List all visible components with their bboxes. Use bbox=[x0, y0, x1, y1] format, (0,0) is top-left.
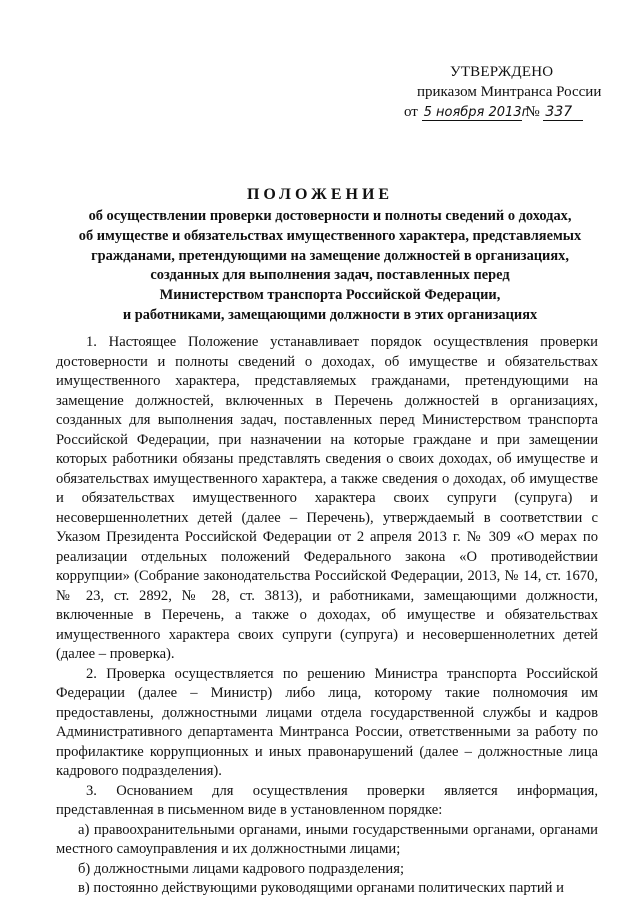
handwritten-number: 337 bbox=[543, 105, 583, 121]
subitem-b: б) должностными лицами кадрового подразделения; bbox=[78, 860, 404, 877]
subtitle-line: созданных для выполнения задач, поставленных перед bbox=[150, 267, 510, 284]
approval-date-line bbox=[392, 102, 622, 122]
document-body bbox=[56, 333, 598, 899]
paragraph-2: 2. Проверка осуществляется по решению Министра транспорта Российской Федерации (далее – Министр) либо лица, которому такие полномочия им предоставлены, должностными лицами отдела государственной службы и кадров Административного департамента Минтранса России, ответственными за работу по профилактике коррупционных и иных правонарушений (далее – должностные лица кадрового подразделения). bbox=[56, 665, 598, 779]
approval-number-sign: № bbox=[525, 104, 540, 120]
subtitle-line: и работниками, замещающими должности в этих организациях bbox=[122, 306, 538, 323]
subtitle-line: Министерством транспорта Российской Федерации, bbox=[159, 287, 501, 304]
paragraph-3: 3. Основанием для осуществления проверки является информация, представленная в письменном виде в установленном порядке: bbox=[56, 782, 598, 818]
paragraph-1: 1. Настоящее Положение устанавливает порядок осуществления проверки достоверности и полноты сведений о доходах, об имуществе и обязательствах имущественного характера, представляемых гражданами, претендующими на замещение должностей, включенных в Перечень должностей в организациях, созданных для выполнения задач, поставленных перед Министерством транспорта Российской Федерации, при назначении на которые граждане и при замещении которых работники обязаны представлять сведения о своих доходах, об имуществе и обязательствах имущественного характера, а также сведения о доходах, об имуществе и обязательствах имущественного характера своих супруги (супруга) и несовершеннолетних детей (далее – Перечень), утверждаемый в соответствии с Указом Президента Российской Федерации от 2 апреля 2013 г. № 309 «О мерах по реализации отдельных положений Федерального закона «О противодействии коррупции» (Собрание законодательства Российской Федерации, 2013, № 14, ст. 1670, № 23, ст. 2892, № 28, ст. 3813), и работниками, замещающими должности, включенные в Перечень, а также о доходах, об имуществе и обязательствах имущественного характера своих супруги (супруга) и несовершеннолетних детей (далее – проверка). bbox=[56, 334, 598, 662]
document-title: ПОЛОЖЕНИЕ bbox=[246, 186, 394, 203]
approval-heading: УТВЕРЖДЕНО bbox=[450, 64, 554, 80]
handwritten-date: 5 ноября 2013г bbox=[423, 105, 529, 120]
subitem-c: в) постоянно действующими руководящими органами политических партий и bbox=[78, 880, 564, 896]
document-subtitle bbox=[50, 207, 610, 326]
subtitle-line: об осуществлении проверки достоверности и полноты сведений о доходах, bbox=[88, 208, 572, 224]
approval-stamp bbox=[392, 62, 622, 122]
approval-date-prefix: от bbox=[404, 104, 418, 120]
subtitle-line: об имуществе и обязательствах имущественного характера, представляемых bbox=[78, 227, 582, 244]
approval-order-line: приказом Минтранса России bbox=[417, 84, 602, 100]
subitem-a: а) правоохранительными органами, иными государственными органами, органами местного самоуправления и их должностными лицами; bbox=[56, 821, 598, 857]
subtitle-line: гражданами, претендующими на замещение должностей в организациях, bbox=[91, 247, 569, 264]
